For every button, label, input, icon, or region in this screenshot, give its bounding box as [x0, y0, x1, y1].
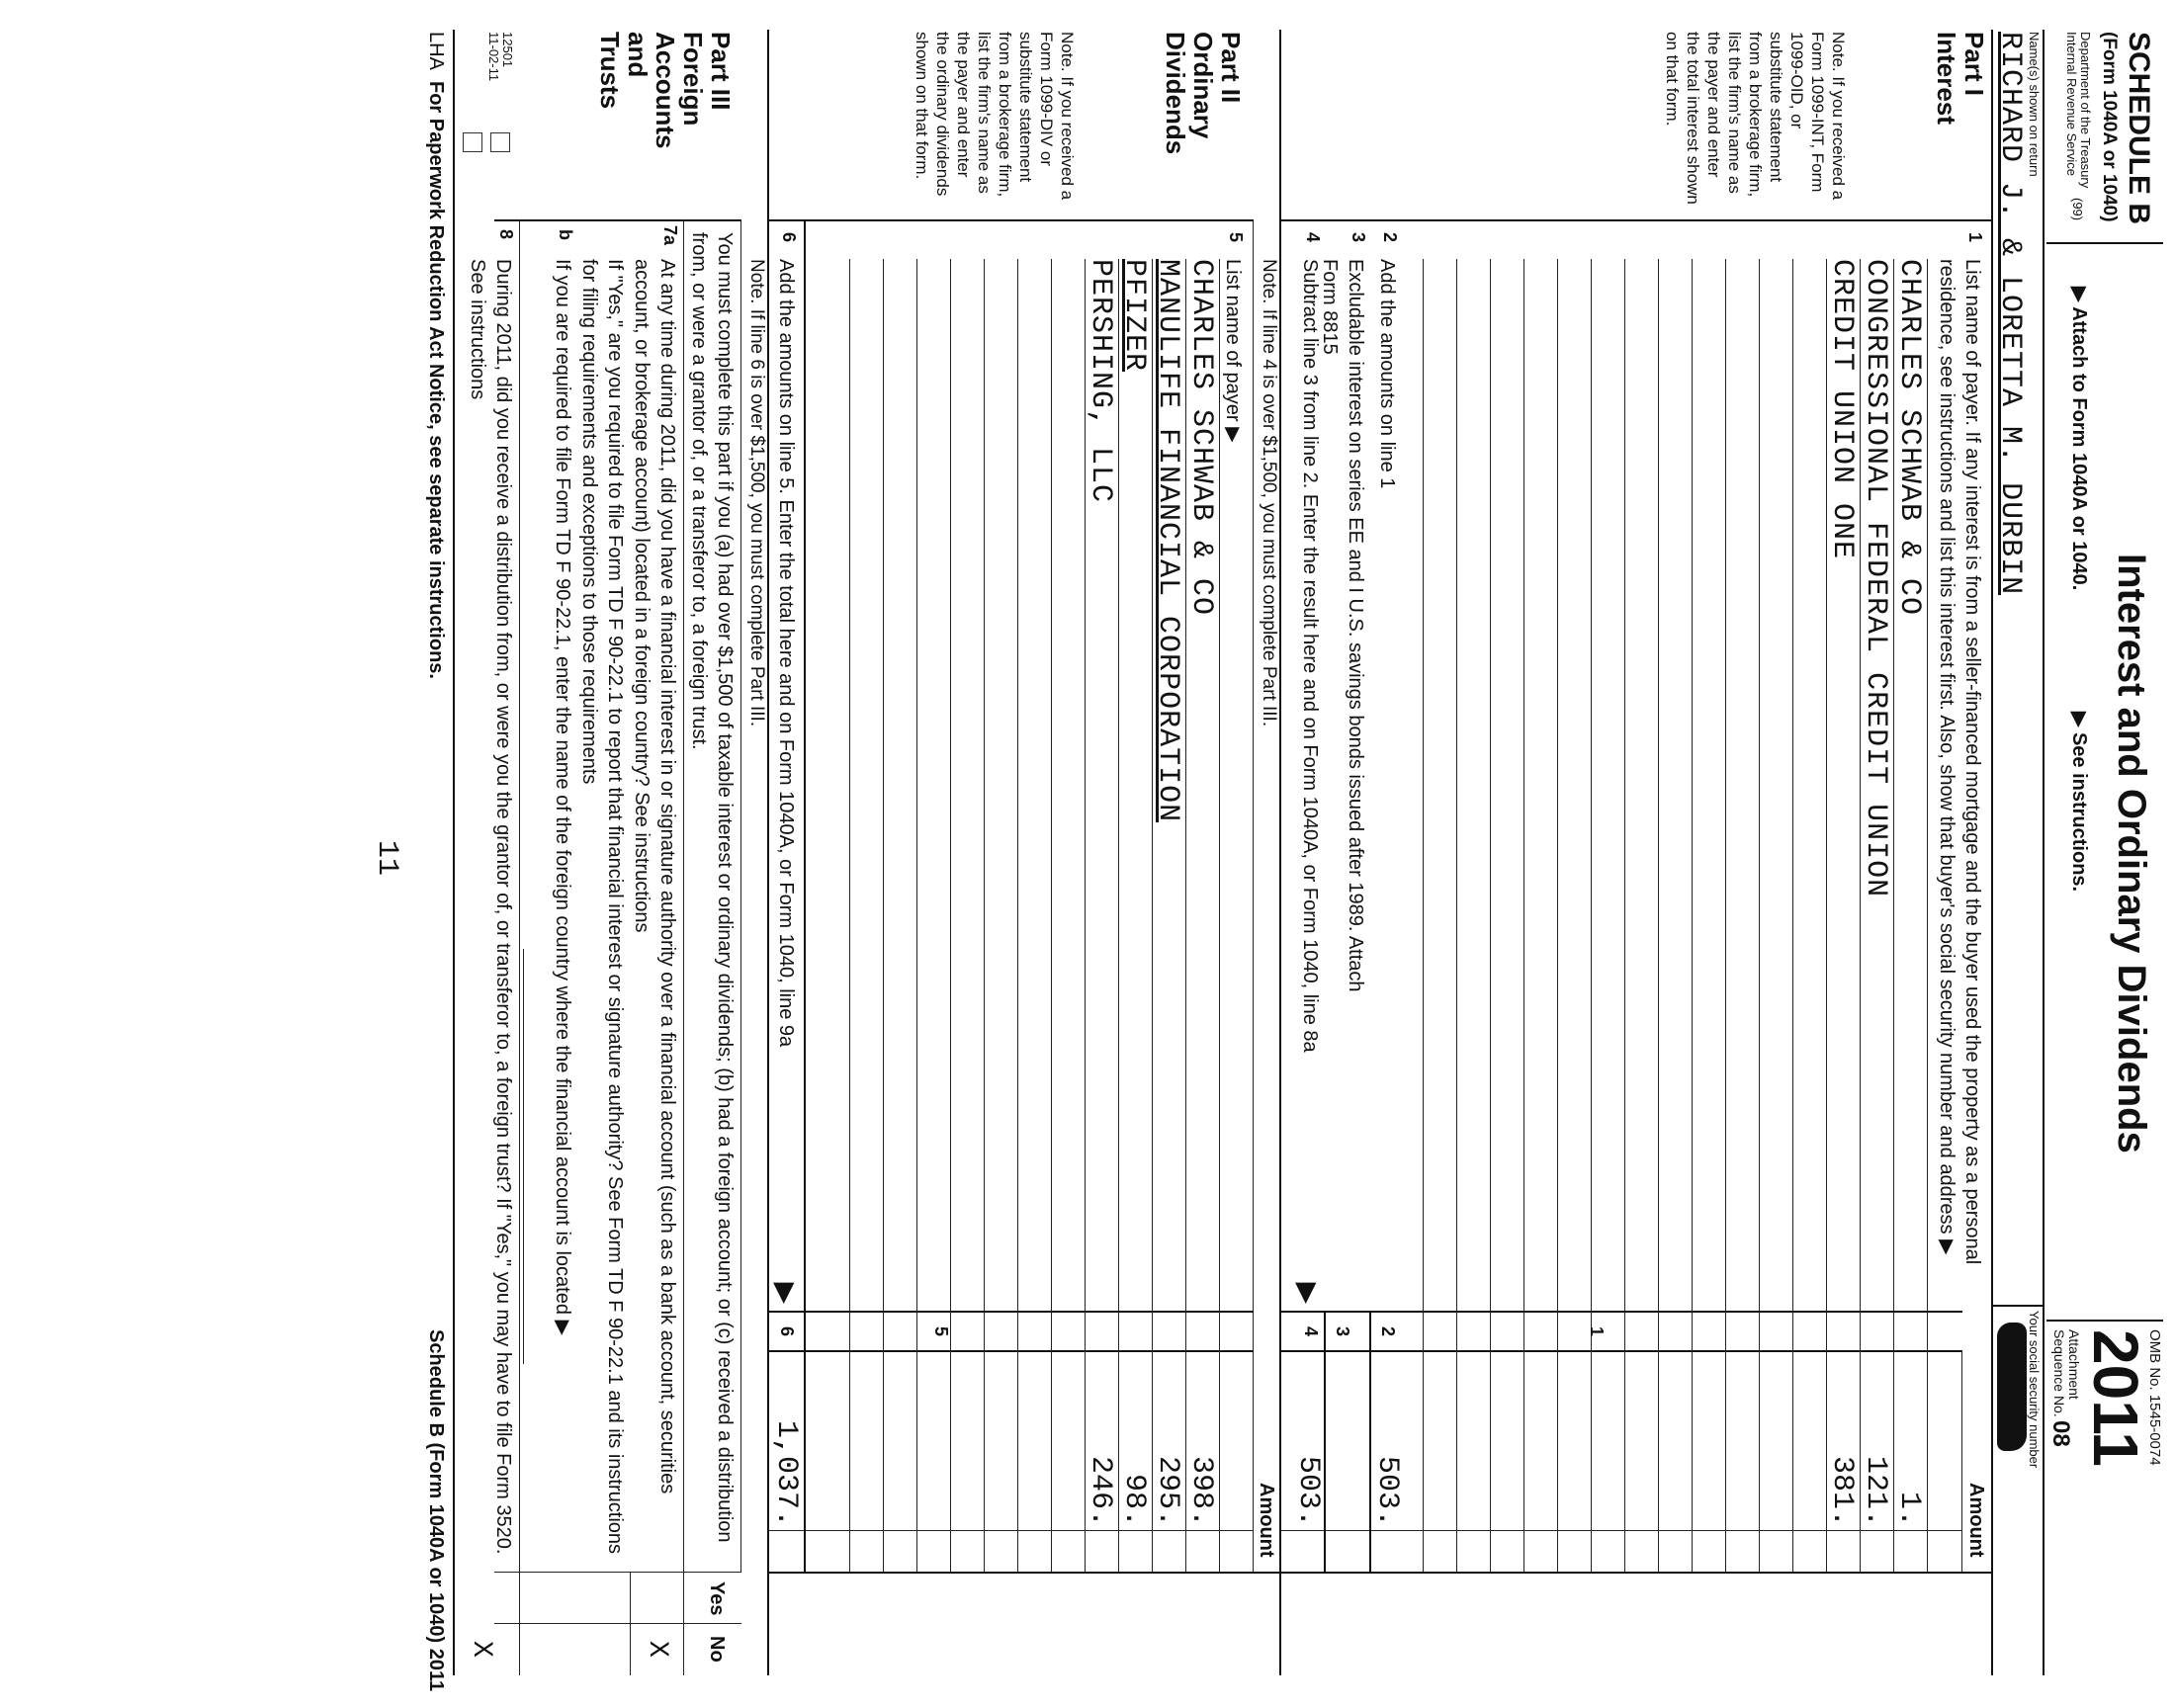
department-line1: Department of the Treasury [2078, 32, 2093, 189]
ruled-line [1792, 259, 1793, 1572]
part1-label: Part I [1959, 32, 1989, 97]
part1-bottom-rule [1279, 30, 1281, 1675]
interest-amount-3: 381. [1825, 1455, 1859, 1527]
ruled-line [1591, 259, 1592, 1572]
dividend-amount-3: 98. [1117, 1473, 1151, 1527]
part1-note: Note. If you received a Form 1099-INT, Form 1099-OID, or substitute statement from a brokerage firm, list the firm's name as the payer and enter the total interest shown on that form. [1663, 32, 1848, 205]
dividend-payer-4: PERSHING, LLC [1084, 259, 1117, 504]
line3-text: Excludable interest on series EE and I U.S. savings bonds issued after 1989. Attach Form 8815 [1319, 259, 1366, 992]
part1-amount-header: Amount [1965, 1483, 1987, 1558]
line1-box-number: 1 [1587, 1325, 1607, 1336]
sequence-label: Sequence No. [2051, 1329, 2067, 1417]
header-rule [2043, 30, 2044, 1675]
q7a-text: At any time during 2011, did you have a financial interest in or signature authority over a financial account (such as a bank account, securities account, or brokerage account) located in a foreign country? See instructions [631, 259, 678, 1494]
line4-box-number: 4 [1301, 1325, 1321, 1336]
dividend-payer-1: CHARLES SCHWAB & CO [1184, 259, 1218, 617]
ruled-line [1085, 259, 1086, 1572]
interest-payer-3: CREDIT UNION ONE [1825, 259, 1859, 560]
part2-amount-header: Amount [1256, 1483, 1277, 1558]
ruled-line [1118, 259, 1119, 1572]
q8-no-checkmark[interactable]: X [466, 1641, 496, 1658]
footer-code-1: 12501 [500, 32, 515, 68]
ruled-line [1692, 259, 1693, 1572]
dividend-payer-2: MANULIFE FINANCIAL CORPORATION [1151, 259, 1184, 823]
header-divider-right [2046, 1320, 2163, 1322]
part3-label: Part III [706, 32, 736, 111]
line6-text: Add the amounts on line 5. Enter the total here and on Form 1040A, or Form 1040, line 9a [775, 259, 797, 1048]
part3-title-line2: Accounts [651, 32, 680, 149]
see-instructions: ▶ See instructions. [2068, 712, 2090, 893]
q7a-number: 7a [660, 225, 680, 246]
ruled-line [1893, 259, 1894, 1572]
ruled-line [849, 259, 850, 1572]
part1-title: Interest [1932, 32, 1961, 125]
q7b-number: b [556, 229, 575, 240]
footer-paperwork-notice: For Paperwork Reduction Act Notice, see separate instructions. [425, 81, 447, 679]
part3-title-line1: Foreign [678, 32, 708, 127]
line3-box-number: 3 [1333, 1325, 1352, 1336]
page-number: 11 [370, 840, 403, 877]
line1-number: 1 [1965, 231, 1985, 242]
sequence-number: 08 [2047, 1420, 2074, 1447]
attachment-label: Attachment [2066, 1329, 2082, 1400]
part2-note: Note. If you received a Form 1099-DIV or substitute statement from a brokerage firm, list the firm's name as the payer and enter the ordinary dividends shown on that form. [913, 32, 1077, 201]
ruled-line [883, 259, 884, 1572]
ssn-label: Your social security number [2027, 1311, 2042, 1469]
ruled-line [1624, 259, 1625, 1572]
ruled-line [916, 259, 917, 1572]
ruled-line [950, 259, 951, 1572]
ruled-line [1152, 259, 1153, 1572]
dividend-amount-1: 398. [1184, 1455, 1218, 1527]
dividend-payer-3: PFIZER [1117, 259, 1151, 373]
line6-amount: 1,037. [769, 1419, 803, 1527]
ruled-line [1017, 259, 1018, 1572]
name-rule [1991, 30, 1993, 1675]
ruled-line [1219, 259, 1220, 1572]
ruled-line [1557, 259, 1558, 1572]
q7b-text: If you are required to file Form TD F 90-22.1, enter the name of the foreign country where the financial account is located ▶ [552, 259, 573, 1335]
line6-number: 6 [779, 231, 799, 242]
footer-lha: LHA [425, 32, 447, 70]
q8-number: 8 [496, 229, 516, 240]
line5-box-number: 5 [931, 1325, 951, 1336]
part2-note2: Note. If line 6 is over $1,500, you must complete Part III. [746, 259, 767, 727]
redacted-ssn [1997, 1323, 2027, 1451]
interest-payer-2: CONGRESSIONAL FEDERAL CREDIT UNION [1859, 259, 1892, 898]
names-label: Name(s) shown on return [2027, 32, 2042, 177]
line1-instruction: List name of payer. If any interest is from a seller-financed mortgage and the buyer used the property as a personal residence, see instructions and list this interest first. Also, show that buyer's social security number and address ▶ [1936, 259, 1983, 1265]
ruled-line [1490, 259, 1491, 1572]
line2-box-number: 2 [1378, 1325, 1398, 1336]
q8-text: During 2011, did you receive a distribution from, or were you the grantor of, or transferor to, a foreign trust? If "Yes," you may have to file Form 3520. See instructions [467, 259, 514, 1555]
line4-arrow-icon: ▶ [1293, 1283, 1323, 1303]
irs-code: (99) [2070, 198, 2085, 221]
line2-text: Add the amounts on line 1 [1376, 259, 1398, 489]
ssn-divider [1993, 1305, 2044, 1307]
line2-amount: 503. [1370, 1455, 1404, 1527]
ruled-line [1826, 259, 1827, 1572]
ruled-line [984, 259, 985, 1572]
part2-label: Part II [1216, 32, 1246, 104]
part2-title-line2: Dividends [1161, 32, 1190, 155]
no-header: No [706, 1636, 728, 1663]
line4-amount: 503. [1291, 1455, 1325, 1527]
dividend-amount-2: 295. [1151, 1455, 1184, 1527]
dividend-amount-4: 246. [1084, 1455, 1117, 1527]
department-line2: Internal Revenue Service [2064, 32, 2079, 176]
attach-instruction: ▶ Attach to Form 1040A or 1040. [2068, 287, 2090, 591]
part2-left-border [769, 219, 1254, 221]
taxpayer-name: RICHARD J. & LORETTA M. DURBIN [1993, 32, 2027, 596]
foreign-country-field[interactable] [523, 949, 524, 1364]
interest-payer-1: CHARLES SCHWAB & CO [1892, 259, 1926, 617]
line4-number: 4 [1303, 231, 1323, 242]
ruled-line [1927, 259, 1928, 1572]
ruled-line [1185, 259, 1186, 1572]
footer-code-2: 11-02-11 [486, 32, 501, 82]
line5-text: List name of payer ▶ [1222, 259, 1244, 443]
ruled-line [1423, 259, 1424, 1572]
ruled-line [1051, 259, 1052, 1572]
part2-title-line1: Ordinary [1188, 32, 1218, 139]
footer-form-id: Schedule B (Form 1040A or 1040) 2011 [425, 1329, 447, 1692]
line6-box-number: 6 [777, 1325, 797, 1336]
part3-title-line4: Trusts [595, 32, 625, 110]
header-divider-left [2046, 242, 2163, 244]
q7a-followup: If "Yes," are you required to file Form TD F 90-22.1 to report that financial interest or signature authority? See Form TD F 90-22.1 and its instructions for filing requirements and exceptions to those requirements [578, 259, 626, 1555]
form-title: Interest and Ordinary Dividends [2110, 554, 2153, 1153]
tax-year: 2011 [2080, 1329, 2151, 1467]
yes-header: Yes [706, 1581, 728, 1616]
ruled-line [1456, 259, 1457, 1572]
amount-column-right [1281, 1572, 1993, 1574]
part3-title-line3: and [623, 32, 652, 78]
ruled-line [1759, 259, 1760, 1572]
checkbox-2[interactable] [463, 132, 482, 152]
line2-number: 2 [1380, 231, 1400, 242]
ruled-line [1658, 259, 1659, 1572]
q7a-no-checkmark[interactable]: X [642, 1641, 672, 1658]
line6-arrow-icon: ▶ [771, 1283, 801, 1303]
ruled-line [1725, 259, 1726, 1572]
line3-number: 3 [1348, 231, 1368, 242]
ruled-line [1523, 259, 1524, 1572]
form-reference: (Form 1040A or 1040) [2099, 32, 2120, 222]
part3-intro: You must complete this part if you (a) had over $1,500 of taxable interest or ordinary dividends; (b) had a foreign account; or (c) received a distribution from, or were a grantor of, or a transferor to, a foreign trust. [688, 232, 736, 1543]
ruled-line [1860, 259, 1861, 1572]
part1-note2: Note. If line 4 is over $1,500, you must complete Part III. [1259, 259, 1279, 727]
omb-number: OMB No. 1545-0074 [2146, 1329, 2163, 1466]
interest-amount-1: 1. [1892, 1491, 1926, 1527]
part1-left-border [1281, 219, 1993, 221]
schedule-label: SCHEDULE B [2123, 32, 2155, 225]
checkbox-1[interactable] [490, 132, 510, 152]
line4-text: Subtract line 3 from line 2. Enter the result here and on Form 1040A, or Form 1040, line 8a [1299, 259, 1321, 1053]
interest-amount-2: 121. [1859, 1455, 1892, 1527]
line5-number: 5 [1226, 231, 1246, 242]
